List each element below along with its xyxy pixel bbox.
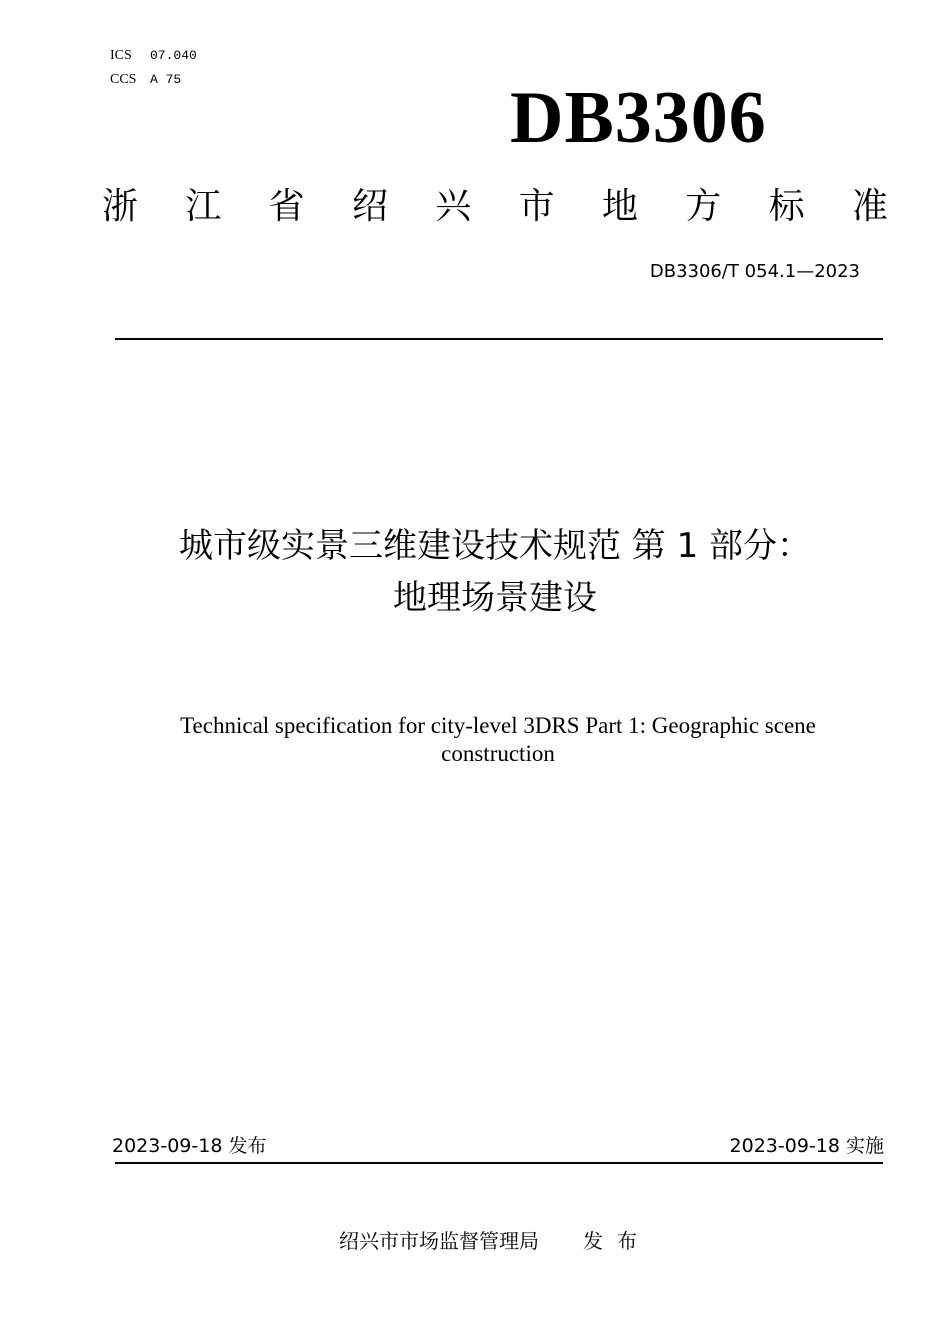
standard-type-char: 地 <box>601 186 638 227</box>
header-divider <box>115 338 883 340</box>
title-cn-line-2: 地理场景建设 <box>393 578 597 618</box>
issuer-name: 绍兴市市场监督管理局 <box>339 1229 539 1253</box>
standard-type-char: 江 <box>185 186 222 227</box>
ics-label: ICS <box>110 48 132 63</box>
document-title-cn <box>60 520 930 624</box>
ccs-value: A 75 <box>150 72 182 87</box>
document-title-en <box>110 712 886 768</box>
standard-code-logo: DB3306 <box>510 77 767 159</box>
footer-divider <box>115 1162 883 1164</box>
title-en-line-1: Technical specification for city-level 3DRS Part 1: Geographic scene <box>180 713 816 738</box>
publish-date: 2023-09-18 发布 <box>112 1135 267 1157</box>
title-en-line-2: construction <box>441 741 555 766</box>
standard-type-char: 绍 <box>351 186 388 227</box>
classification-block <box>110 44 197 92</box>
standard-type-heading <box>100 182 890 232</box>
standard-type-char: 方 <box>685 186 722 227</box>
standard-type-char: 省 <box>268 186 305 227</box>
standard-type-char: 标 <box>768 186 805 227</box>
issuer-action: 发布 <box>583 1229 651 1253</box>
standard-number: DB3306/T 054.1—2023 <box>649 261 860 282</box>
standard-type-char: 浙 <box>101 186 138 227</box>
title-cn-line-1: 城市级实景三维建设技术规范 第 1 部分： <box>178 526 812 566</box>
ccs-label: CCS <box>110 72 137 87</box>
ics-row <box>110 44 197 68</box>
ccs-row <box>110 68 197 92</box>
standard-type-char: 兴 <box>435 186 472 227</box>
ics-value: 07.040 <box>150 48 197 63</box>
issuer-line <box>100 1226 890 1256</box>
implement-date: 2023-09-18 实施 <box>729 1135 884 1157</box>
standard-type-char: 准 <box>851 186 888 227</box>
standard-type-char: 市 <box>518 186 555 227</box>
